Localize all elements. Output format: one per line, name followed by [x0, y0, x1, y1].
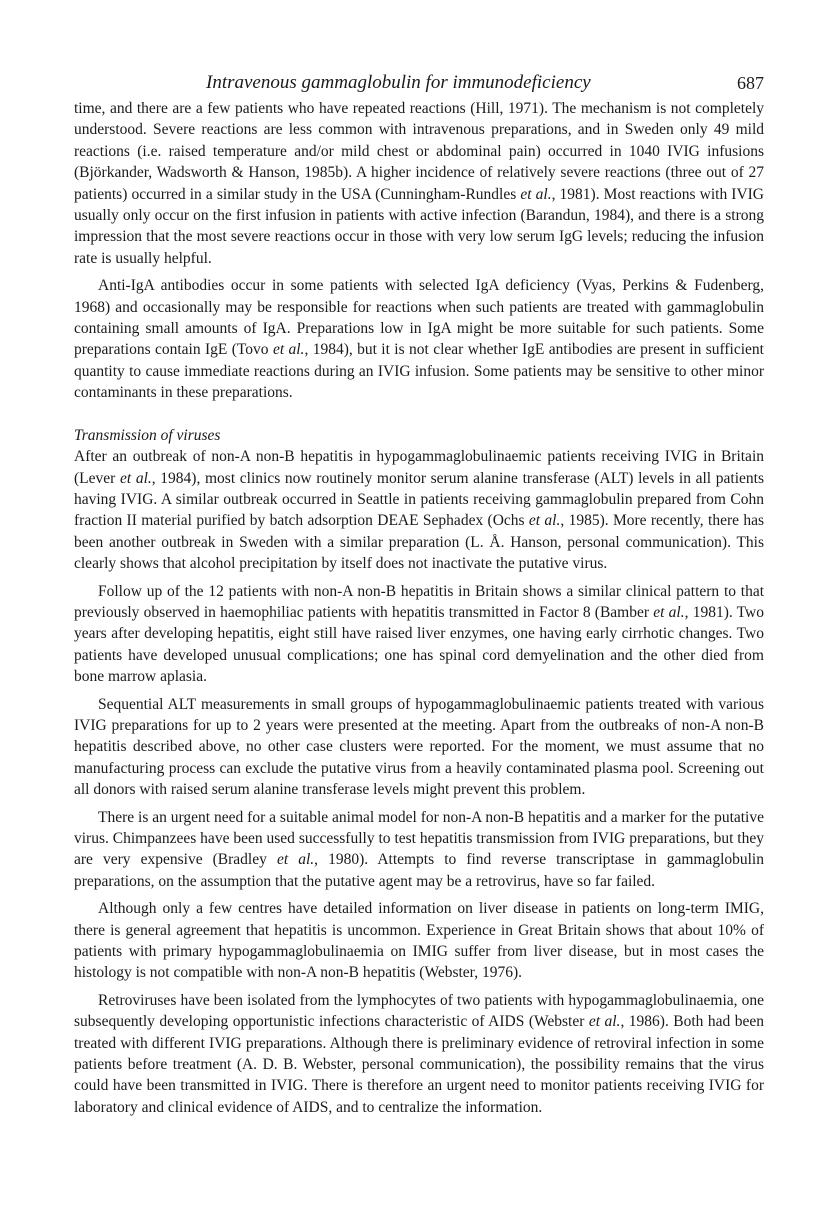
- paragraph: Although only a few centres have detailed information on liver disease in patients on long-term IMIG, there is general agreement that hepatitis is uncommon. Experience in Great Britain shows that about 10% of patients with primary hypogammaglobulinaemia on IMIG suffer from liver disease, but in most cases the histology is not compatible with non-A non-B hepatitis (Webster, 1976).: [74, 900, 764, 982]
- section-heading: Transmission of viruses: [74, 426, 221, 444]
- paragraph: There is an urgent need for a suitable animal model for non-A non-B hepatitis and a marker for the putative virus. Chimpanzees have been used successfully to test hepatitis transmission from IVIG preparations, but they are very expensive (Bradley et al., 1980). Attempts to find reverse transcriptase in gammaglobulin preparations, on the assumption that the putative agent may be a retrovirus, have so far failed.: [74, 808, 764, 890]
- paragraph: Follow up of the 12 patients with non-A non-B hepatitis in Britain shows a similar clinical pattern to that previously observed in haemophiliac patients with hepatitis transmitted in Factor 8 (Bamber et al., 1981). Two years after developing hepatitis, eight still have raised liver enzymes, one having early cirrhotic changes. Two patients have developed unusual complications; one has spinal cord demyelination and the other died from bone marrow aplasia.: [74, 582, 764, 686]
- paragraph-anti-iga: Anti-IgA antibodies occur in some patients with selected IgA deficiency (Vyas, Perkins & Fudenberg, 1968) and occasionally may be responsible for reactions when such patients are treated with gammaglobulin containing small amounts of IgA. Preparations low in IgA might be more suitable for such patients. Some preparations contain IgE (Tovo et al., 1984), but it is not clear whether IgE antibodies are present in sufficient quantity to cause immediate reactions during an IVIG infusion. Some patients may be sensitive to other minor contaminants in these preparations.: [74, 277, 764, 402]
- running-header: [74, 70, 764, 96]
- running-title: Intravenous gammaglobulin for immunodeficiency: [206, 72, 591, 93]
- paragraph: After an outbreak of non-A non-B hepatitis in hypogammaglobulinaemic patients receiving IVIG in Britain (Lever et al., 1984), most clinics now routinely monitor serum alanine transferase (ALT) levels in all patients having IVIG. A similar outbreak occurred in Seattle in patients receiving gammaglobulin prepared from Cohn fraction II material purified by batch adsorption DEAE Sephadex (Ochs et al., 1985). More recently, there has been another outbreak in Sweden with a similar preparation (L. Å. Hanson, personal communication). This clearly shows that alcohol precipitation by itself does not inactivate the putative virus.: [74, 448, 764, 573]
- journal-page: [74, 70, 764, 1118]
- paragraph-continued: time, and there are a few patients who have repeated reactions (Hill, 1971). The mechanism is not completely understood. Severe reactions are less common with intravenous preparations, and in Sweden only 49 mild reactions (i.e. raised temperature and/or mild chest or abdominal pain) occurred in 1040 IVIG infusions (Björkander, Wadsworth & Hanson, 1985b). A higher incidence of relatively severe reactions (three out of 27 patients) occurred in a similar study in the USA (Cunningham-Rundles et al., 1981). Most reactions with IVIG usually only occur on the first infusion in patients with active infection (Barandun, 1984), and there is a strong impression that the most severe reactions occur in those with very low serum IgG levels; reducing the infusion rate is usually helpful.: [74, 100, 764, 267]
- paragraph: Retroviruses have been isolated from the lymphocytes of two patients with hypogammaglobulinaemia, one subsequently developing opportunistic infections characteristic of AIDS (Webster et al., 1986). Both had been treated with different IVIG preparations. Although there is preliminary evidence of retroviral infection in some patients before treatment (A. D. B. Webster, personal communication), the possibility remains that the virus could have been transmitted in IVIG. There is therefore an urgent need to monitor patients receiving IVIG for laboratory and clinical evidence of AIDS, and to centralize the information.: [74, 991, 764, 1116]
- paragraph: Sequential ALT measurements in small groups of hypogammaglobulinaemic patients treated with various IVIG preparations for up to 2 years were presented at the meeting. Apart from the outbreaks of non-A non-B hepatitis described above, no other case clusters were reported. For the moment, we must assume that no manufacturing process can exclude the putative virus from a heavily contaminated plasma pool. Screening out all donors with raised serum alanine transferase levels might prevent this problem.: [74, 695, 764, 799]
- page-number: 687: [737, 73, 764, 93]
